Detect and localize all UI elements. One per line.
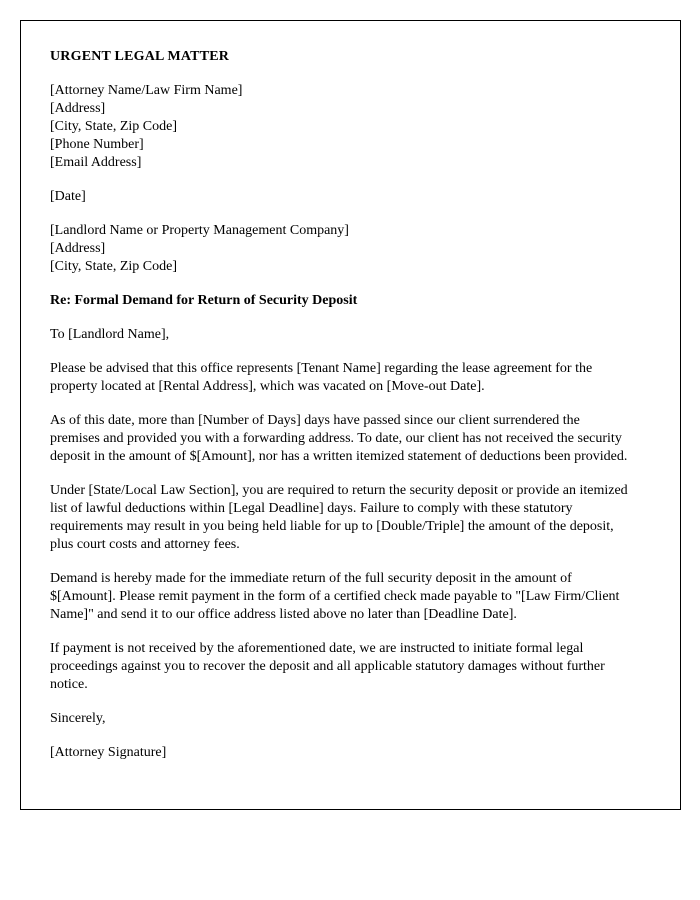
subject-line: Re: Formal Demand for Return of Security Deposit: [50, 293, 358, 308]
recipient-name: [Landlord Name or Property Management Company]: [50, 223, 349, 238]
salutation: To [Landlord Name],: [50, 327, 170, 342]
closing: Sincerely,: [50, 711, 106, 726]
paragraph-legal-requirements: Under [State/Local Law Section], you are required to return the security deposit or provide an itemized list of lawful deductions within [Legal Deadline] days. Failure to comply with these statutory requirements may result in you being held liable for up to [Double/Triple] the amount of the deposit, plus court costs and attorney fees.: [50, 483, 628, 552]
paragraph-deposit-status: As of this date, more than [Number of Days] days have passed since our client surrendered the premises and provided you with a forwarding address. To date, our client has not received the security deposit in the amount of $[Amount], nor has a written itemized statement of deductions been provided.: [50, 413, 628, 464]
sender-city-state-zip: [City, State, Zip Code]: [50, 119, 178, 134]
demand-letter-document: [20, 20, 681, 810]
recipient-address-block: [50, 222, 631, 276]
sender-address-block: [50, 82, 631, 172]
letter-date: [Date]: [50, 189, 86, 204]
sender-email: [Email Address]: [50, 155, 142, 170]
recipient-city-state-zip: [City, State, Zip Code]: [50, 259, 178, 274]
paragraph-consequences: If payment is not received by the aforementioned date, we are instructed to initiate formal legal proceedings against you to recover the deposit and all applicable statutory damages without further notice.: [50, 641, 605, 692]
sender-phone: [Phone Number]: [50, 137, 144, 152]
recipient-address: [Address]: [50, 241, 106, 256]
letter-heading: URGENT LEGAL MATTER: [50, 49, 230, 64]
paragraph-representation: Please be advised that this office represents [Tenant Name] regarding the lease agreement for the property located at [Rental Address], which was vacated on [Move-out Date].: [50, 361, 593, 394]
signature-placeholder: [Attorney Signature]: [50, 745, 167, 760]
paragraph-demand: Demand is hereby made for the immediate return of the full security deposit in the amount of $[Amount]. Please remit payment in the form of a certified check made payable to "[Law Firm/Client Name]" and send it to our office address listed above no later than [Deadline Date].: [50, 571, 620, 622]
sender-address: [Address]: [50, 101, 106, 116]
sender-name: [Attorney Name/Law Firm Name]: [50, 83, 243, 98]
